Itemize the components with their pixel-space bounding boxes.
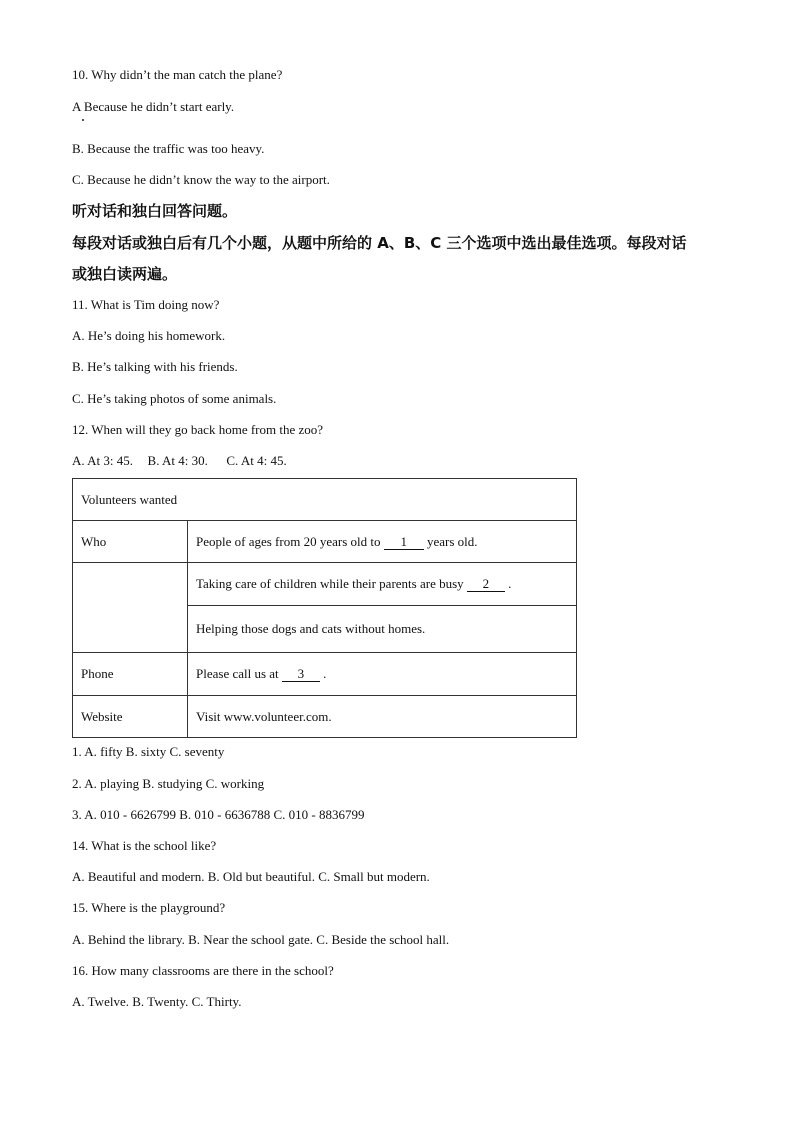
row-value-what-1: Taking care of children while their parents are busy 2 . [188,563,577,606]
q11-option-c: C. He’s taking photos of some animals. [72,391,277,406]
blank-2-options: 2. A. playing B. studying C. working [72,776,265,791]
q16-question: 16. How many classrooms are there in the school? [72,963,334,978]
q10-option-c: C. Because he didn’t know the way to the airport. [72,172,330,187]
table-row [73,696,577,738]
table-row [73,479,577,521]
table-row [73,521,577,563]
row-value-phone: Please call us at 3 . [188,653,577,696]
q12-option-b: B. At 4: 30. [147,453,208,468]
q10-question: 10. Why didn’t the man catch the plane? [72,67,283,82]
row-value-website: Visit www.volunteer.com. [188,696,577,738]
volunteers-table [72,478,577,738]
row-label-empty [73,563,188,653]
section-instruction-line1: 每段对话或独白后有几个小题，从题中所给的 A、B、C 三个选项中选出最佳选项。每段对话 [72,234,687,252]
q12-option-c: C. At 4: 45. [226,453,287,468]
q12-question: 12. When will they go back home from the zoo? [72,422,324,437]
blank-1: 1 [384,535,424,550]
table-row [73,563,577,606]
section-heading: 听对话和独白回答问题。 [72,202,238,220]
blank-3: 3 [282,667,320,682]
row-value-what-2: Helping those dogs and cats without homes. [188,606,577,653]
q12-options [72,453,287,469]
q14-question: 14. What is the school like? [72,838,217,853]
blank-3-options: 3. A. 010 - 6626799 B. 010 - 6636788 C. 010 - 8836799 [72,807,365,822]
table-title: Volunteers wanted [73,479,577,521]
row-value-who: People of ages from 20 years old to 1 years old. [188,521,577,563]
row-label-phone: Phone [73,653,188,696]
q12-option-a: A. At 3: 45. [72,453,134,468]
blank-2: 2 [467,577,505,592]
q11-question: 11. What is Tim doing now? [72,297,220,312]
q15-options: A. Behind the library. B. Near the school gate. C. Beside the school hall. [72,932,450,947]
row-label-who: Who [73,521,188,563]
section-instruction-line2: 或独白读两遍。 [72,265,178,283]
row-label-website: Website [73,696,188,738]
q10-option-b: B. Because the traffic was too heavy. [72,141,265,156]
stray-dot [82,119,84,121]
q11-option-a: A. He’s doing his homework. [72,328,226,343]
blank-1-options: 1. A. fifty B. sixty C. seventy [72,744,225,759]
q16-options: A. Twelve. B. Twenty. C. Thirty. [72,994,242,1009]
table-row [73,653,577,696]
q10-option-a: A Because he didn’t start early. [72,99,235,114]
q15-question: 15. Where is the playground? [72,900,226,915]
q11-option-b: B. He’s talking with his friends. [72,359,238,374]
q14-options: A. Beautiful and modern. B. Old but beautiful. C. Small but modern. [72,869,430,884]
